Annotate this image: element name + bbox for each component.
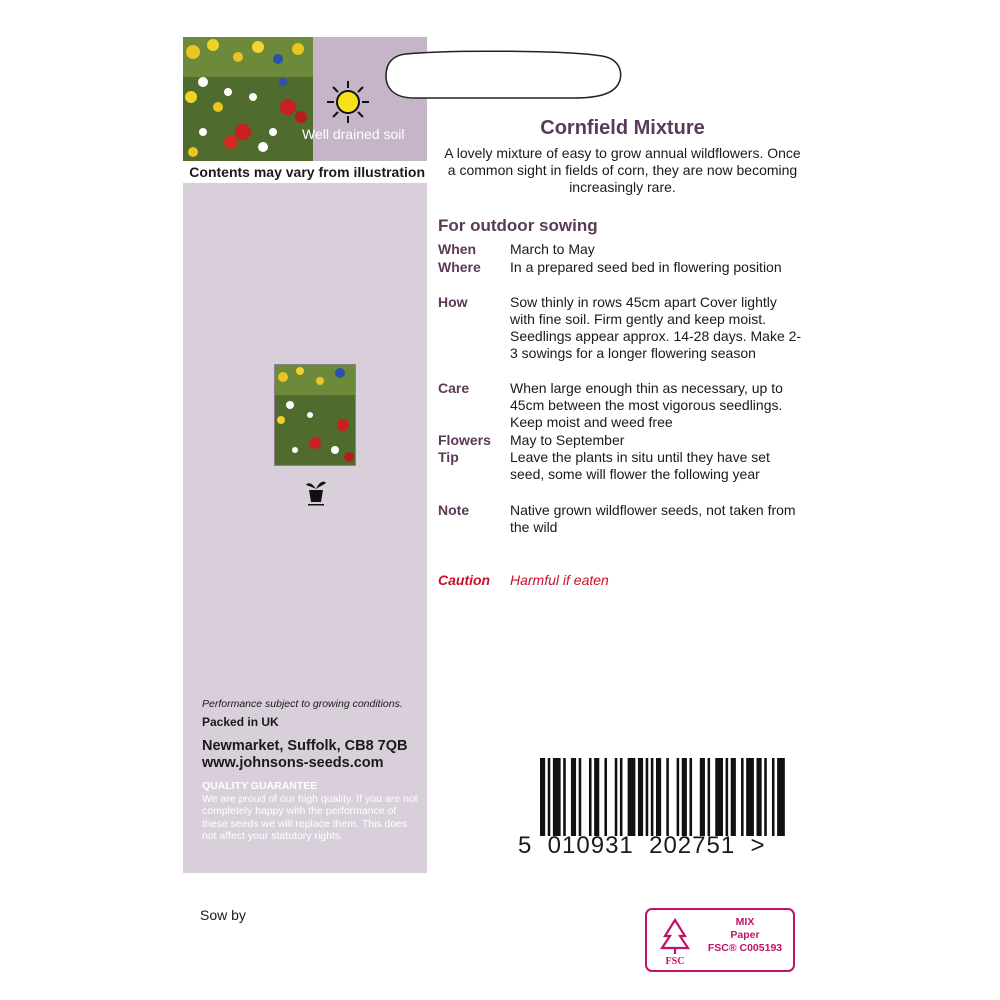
caution-label: Caution	[438, 572, 491, 588]
product-description: A lovely mixture of easy to grow annual wildflowers. Once a common sight in fields of corn, they are now becoming increasingly rare.	[444, 145, 801, 195]
barcode-bar	[594, 758, 599, 836]
quality-guarantee-text: We are proud of our high quality. If you are not completely happy with the performance of these seeds we will replace them. This does not affect your statutory rights.	[202, 792, 418, 842]
instruction-label: Tip	[438, 449, 459, 465]
sow-by-label: Sow by	[200, 907, 246, 923]
barcode-bar	[604, 758, 607, 836]
sowing-heading: For outdoor sowing	[438, 216, 598, 235]
barcode-bar	[620, 758, 623, 836]
barcode-bar	[579, 758, 582, 836]
barcode-bar	[638, 758, 643, 836]
sun-icon	[326, 80, 370, 124]
instruction-value: When large enough thin as necessary, up to 45cm between the most vigorous seedlings. Keep moist and weed free	[510, 380, 783, 430]
instruction-label: Where	[438, 259, 481, 275]
barcode-bar	[656, 758, 661, 836]
barcode-bar	[708, 758, 711, 836]
fsc-badge	[645, 908, 795, 972]
caution-value: Harmful if eaten	[510, 572, 609, 588]
instruction-label: How	[438, 294, 468, 310]
fsc-word: FSC	[665, 956, 685, 966]
wildflower-photo	[183, 37, 313, 161]
address-line: Newmarket, Suffolk, CB8 7QB	[202, 738, 408, 754]
barcode-bar	[764, 758, 767, 836]
instruction-label: Flowers	[438, 432, 491, 448]
company-address	[202, 738, 407, 772]
barcode-bar	[548, 758, 551, 836]
product-title: Cornfield Mixture	[540, 117, 705, 139]
barcode-bar	[651, 758, 654, 836]
barcode-bar	[677, 758, 680, 836]
barcode-bar	[646, 758, 649, 836]
instruction-label: Note	[438, 502, 470, 518]
fsc-paper: Paper	[730, 929, 760, 941]
johnsons-logo-icon	[305, 477, 327, 507]
instruction-label: When	[438, 241, 477, 257]
instruction-value: Sow thinly in rows 45cm apart Cover lightly with fine soil. Firm gently and keep moist. Seedlings appear approx. 14-28 days. Make 2-3 sowings for a longer flowering season	[510, 294, 802, 361]
instruction-value: In a prepared seed bed in flowering position	[510, 259, 782, 275]
instruction-value: Native grown wildflower seeds, not taken from the wild	[510, 502, 796, 535]
hanging-hole	[384, 50, 622, 102]
quality-guarantee	[202, 780, 424, 843]
contents-note: Contents may vary from illustration	[183, 161, 427, 183]
barcode-bar	[540, 758, 545, 836]
barcode-number: 5 010931 202751 >	[518, 832, 766, 859]
caution-row	[438, 572, 609, 588]
fsc-text	[699, 916, 791, 955]
barcode-bar	[746, 758, 754, 836]
barcode-bar	[666, 758, 669, 836]
barcode-bar	[571, 758, 576, 836]
instruction-value: March to May	[510, 241, 595, 257]
barcode-bar	[682, 758, 687, 836]
barcode-bar	[628, 758, 636, 836]
barcode	[540, 758, 790, 836]
quality-guarantee-title: QUALITY GUARANTEE	[202, 780, 318, 792]
soil-label: Well drained soil	[302, 126, 405, 142]
barcode-bar	[563, 758, 566, 836]
packed-in: Packed in UK	[202, 715, 279, 729]
fsc-mix: MIX	[735, 916, 755, 928]
wildflower-thumbnail	[274, 364, 356, 466]
fsc-tree-icon	[655, 916, 695, 966]
barcode-bar	[715, 758, 723, 836]
barcode-bar	[741, 758, 744, 836]
barcode-bar	[700, 758, 705, 836]
performance-note: Performance subject to growing conditions.	[202, 698, 403, 710]
instruction-label: Care	[438, 380, 470, 396]
barcode-bar	[731, 758, 736, 836]
instruction-value: May to September	[510, 432, 625, 448]
website-link: www.johnsons-seeds.com	[202, 755, 384, 771]
instruction-value: Leave the plants in situ until they have set seed, some will flower the following year	[510, 449, 770, 482]
barcode-bar	[756, 758, 761, 836]
barcode-bar	[615, 758, 618, 836]
barcode-bar	[589, 758, 592, 836]
barcode-bar	[777, 758, 785, 836]
barcode-bar	[772, 758, 775, 836]
barcode-bar	[726, 758, 729, 836]
fsc-code: FSC® C005193	[707, 942, 783, 954]
barcode-bar	[553, 758, 561, 836]
barcode-bar	[689, 758, 692, 836]
